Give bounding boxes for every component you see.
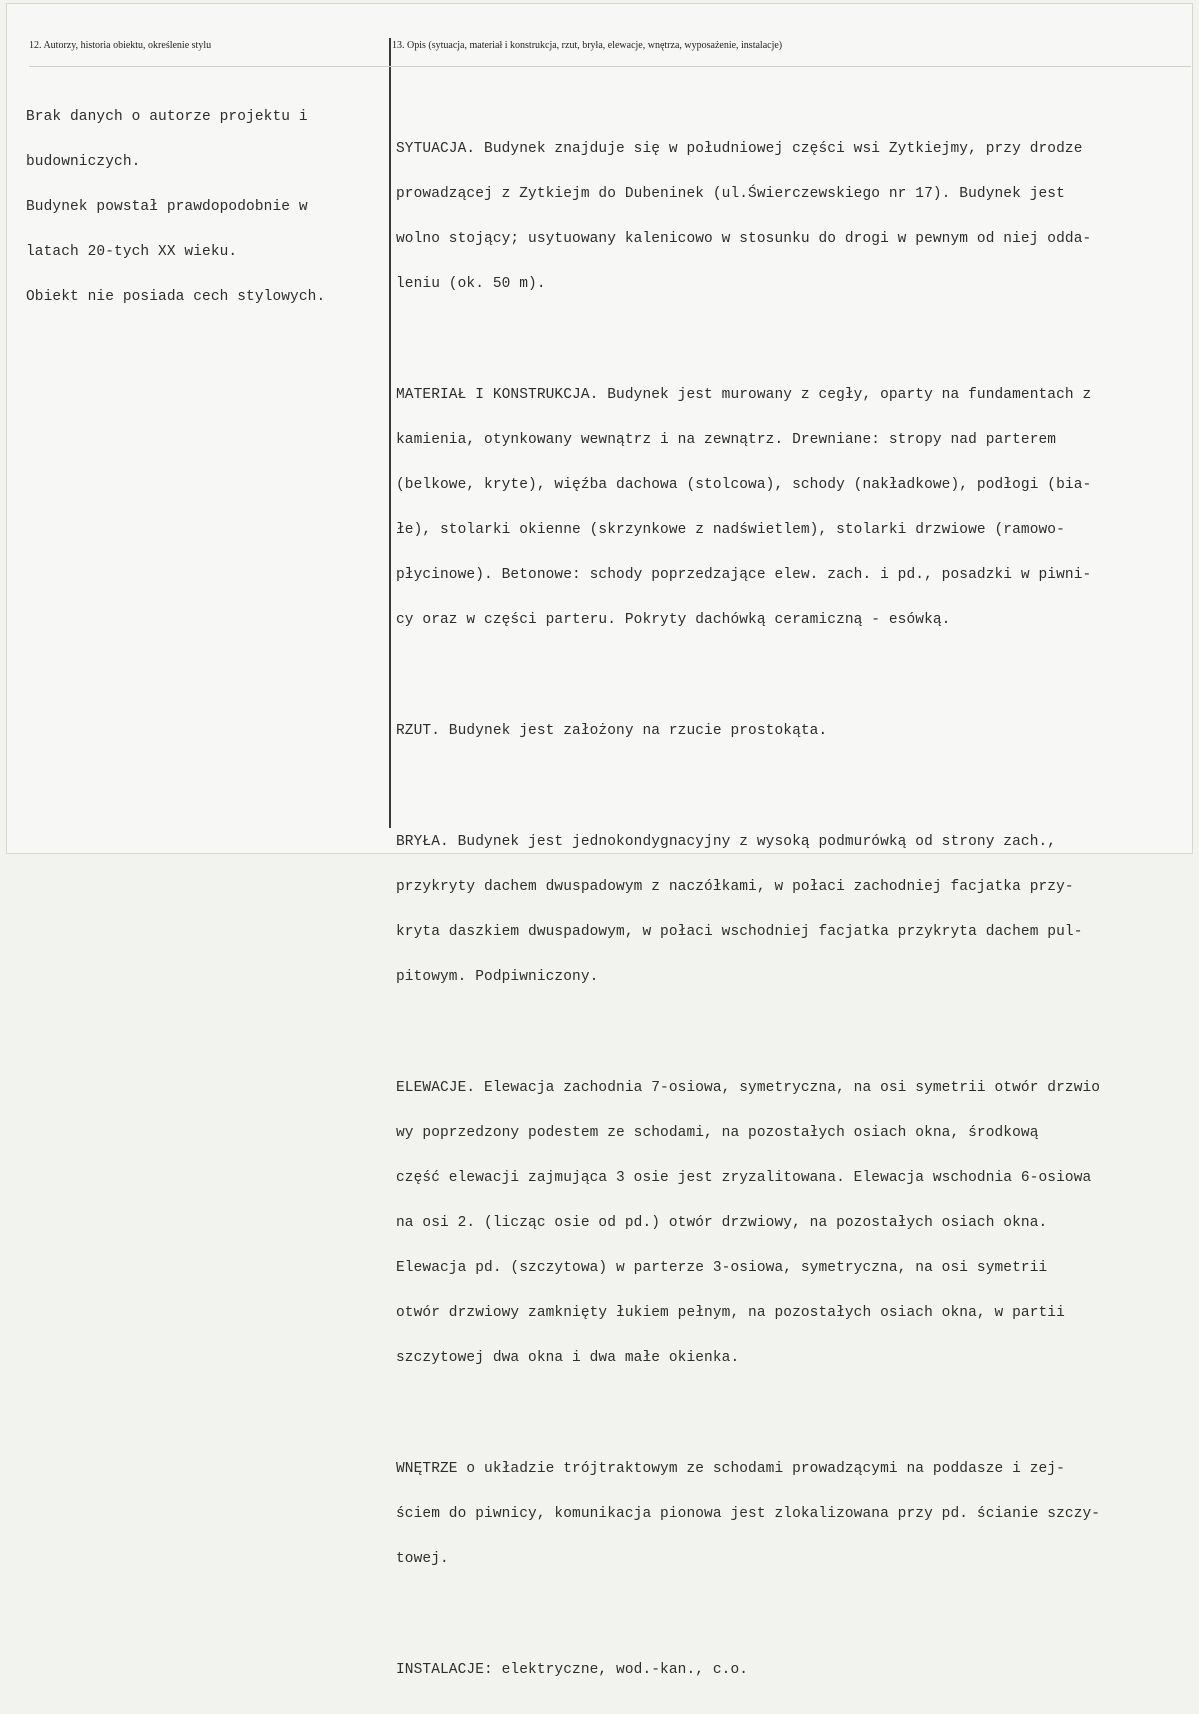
column-divider [389,38,391,828]
text-line: Budynek powstał prawdopodobnie w [26,199,308,215]
text-line: na osi 2. (licząc osie od pd.) otwór drzwiowy, na pozostałych osiach okna. [396,1215,1048,1231]
text-line: kryta daszkiem dwuspadowym, w połaci wschodniej facjatka przykryta dachem pul- [396,924,1083,940]
text-line: RZUT. Budynek jest założony na rzucie prostokąta. [396,723,828,739]
section-situation [396,112,1100,322]
text-line: latach 20-tych XX wieku. [26,244,238,260]
text-line: Elewacja pd. (szczytowa) w parterze 3-osiowa, symetryczna, na osi symetrii [396,1260,1048,1276]
section-floor-plan [396,694,1100,769]
text-line: Brak danych o autorze projektu i [26,109,308,125]
text-line: budowniczych. [26,154,141,170]
text-line: (belkowe, kryte), więźba dachowa (stolcowa), schody (nakładkowe), podłogi (bia- [396,477,1092,493]
text-line: cy oraz w części parteru. Pokryty dachówką ceramiczną - esówką. [396,612,951,628]
text-line: otwór drzwiowy zamknięty łukiem pełnym, na pozostałych osiach okna, w partii [396,1305,1065,1321]
text-line: Obiekt nie posiada cech stylowych. [26,289,326,305]
text-line: łe), stolarki okienne (skrzynkowe z nadświetlem), stolarki drzwiowe (ramowo- [396,522,1065,538]
section-material-construction [396,358,1100,658]
header-rule [29,66,1191,67]
text-line: szczytowej dwa okna i dwa małe okienka. [396,1350,740,1366]
text-line: towej. [396,1551,449,1567]
text-line: wolno stojący; usytuowany kalenicowo w stosunku do drogi w pewnym od niej odda- [396,231,1092,247]
text-line: BRYŁA. Budynek jest jednokondygnacyjny z wysoką podmurówką od strony zach., [396,834,1057,850]
description-text [396,82,1100,1714]
text-line: SYTUACJA. Budynek znajduje się w południowej części wsi Zytkiejmy, przy drodze [396,141,1083,157]
section-interior [396,1432,1100,1597]
right-column-heading: 13. Opis (sytuacja, materiał i konstrukcja, rzut, bryła, elewacje, wnętrza, wyposażenie, instalacje) [392,40,783,51]
text-line: płycinowe). Betonowe: schody poprzedzające elew. zach. i pd., posadzki w piwni- [396,567,1092,583]
text-line: leniu (ok. 50 m). [396,276,546,292]
text-line: przykryty dachem dwuspadowym z naczółkami, w połaci zachodniej facjatka przy- [396,879,1074,895]
text-line: WNĘTRZE o układzie trójtraktowym ze schodami prowadzącymi na poddasze i zej- [396,1461,1065,1477]
text-line: część elewacji zajmująca 3 osie jest zryzalitowana. Elewacja wschodnia 6-osiowa [396,1170,1092,1186]
text-line: kamienia, otynkowany wewnątrz i na zewnątrz. Drewniane: stropy nad parterem [396,432,1057,448]
text-line: MATERIAŁ I KONSTRUKCJA. Budynek jest murowany z cegły, oparty na fundamentach z [396,387,1092,403]
left-column-heading: 12. Autorzy, historia obiektu, określenie stylu [29,40,212,51]
section-massing [396,805,1100,1015]
text-line: ściem do piwnicy, komunikacja pionowa jest zlokalizowana przy pd. ścianie szczy- [396,1506,1101,1522]
text-line: INSTALACJE: elektryczne, wod.-kan., c.o. [396,1662,749,1678]
section-installations [396,1633,1100,1708]
section-elevations [396,1051,1100,1396]
text-line: wy poprzedzony podestem ze schodami, na pozostałych osiach okna, środkową [396,1125,1039,1141]
authors-history-text [26,80,325,320]
text-line: pitowym. Podpiwniczony. [396,969,599,985]
text-line: prowadzącej z Zytkiejm do Dubeninek (ul.Świerczewskiego nr 17). Budynek jest [396,186,1065,202]
text-line: ELEWACJE. Elewacja zachodnia 7-osiowa, symetryczna, na osi symetrii otwór drzwio [396,1080,1101,1096]
